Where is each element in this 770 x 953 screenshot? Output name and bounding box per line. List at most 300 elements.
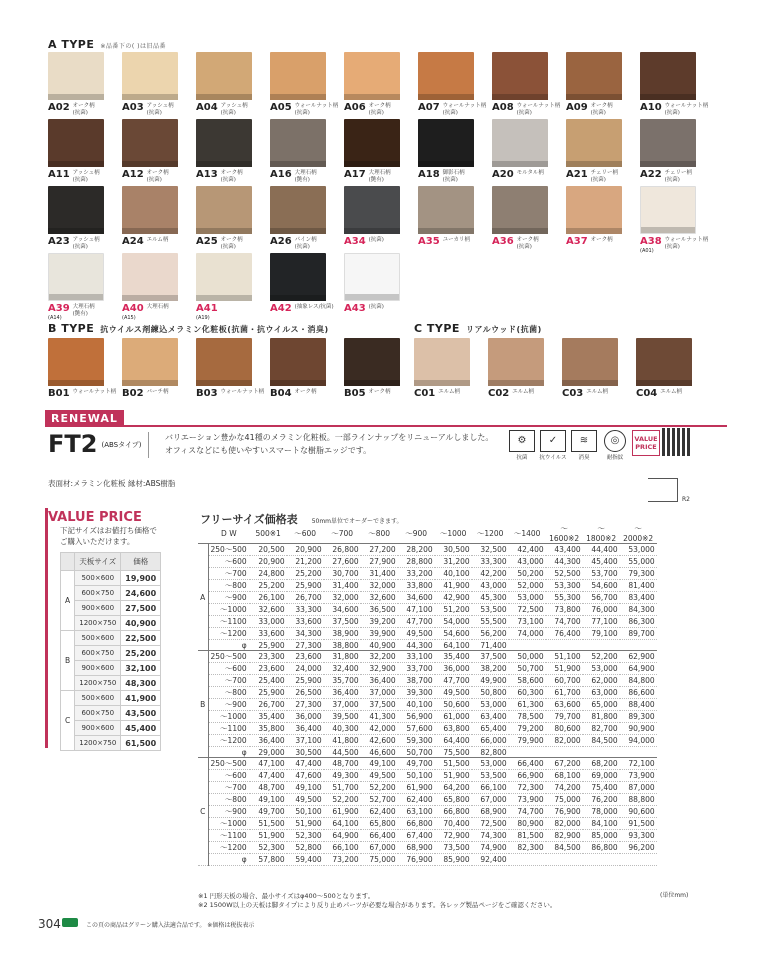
price-cell: 39,500 xyxy=(324,711,361,723)
price-cell: 72,500 xyxy=(472,818,509,830)
price-cell: 44,400 xyxy=(583,544,620,556)
price-cell: 79,300 xyxy=(620,568,657,580)
swatch-color-a12 xyxy=(122,119,178,167)
swatch-color-a17 xyxy=(344,119,400,167)
price-cell: 35,400 xyxy=(250,711,287,723)
swatch-color-a23 xyxy=(48,186,104,234)
price-cell: 86,800 xyxy=(583,842,620,854)
type-cell: A xyxy=(198,544,208,651)
swatch-a08[interactable] xyxy=(492,52,561,119)
price-cell: 81,500 xyxy=(509,830,546,842)
price-cell: 25,900 xyxy=(287,580,324,592)
price-cell xyxy=(509,640,546,651)
price-cell: 73,800 xyxy=(546,604,583,616)
edge-strip xyxy=(344,161,400,167)
header-width-col: ～1600※2 xyxy=(546,523,583,544)
swatch-code: A21 xyxy=(566,169,588,180)
swatch-caption xyxy=(562,389,618,399)
swatch-caption xyxy=(344,237,400,247)
price-cell: 26,700 xyxy=(287,592,324,604)
price-cell: 78,000 xyxy=(583,806,620,818)
edge-strip xyxy=(270,295,326,301)
price-cell: 24,000 xyxy=(287,663,324,675)
price-cell: 43,000 xyxy=(472,580,509,592)
swatch-a22[interactable] xyxy=(640,119,696,186)
swatch-caption xyxy=(270,303,334,314)
swatch-a26[interactable] xyxy=(270,186,326,253)
price-cell: 38,200 xyxy=(472,663,509,675)
price-cell: 49,500 xyxy=(287,794,324,806)
price-cell: 65,800 xyxy=(435,794,472,806)
edge-strip xyxy=(122,295,178,301)
price-cell: 49,500 xyxy=(435,687,472,699)
swatch-color-a10 xyxy=(640,52,696,100)
price-cell: 51,100 xyxy=(546,651,583,663)
swatch-color-a34 xyxy=(344,186,400,234)
swatch-code: A04 xyxy=(196,102,218,113)
swatch-a09[interactable] xyxy=(566,52,622,119)
swatch-a35[interactable] xyxy=(418,186,474,253)
edge-strip xyxy=(344,228,400,234)
free-size-note: 50mm単位でオーダーできます。 xyxy=(311,518,403,525)
price-cell: 68,100 xyxy=(546,770,583,782)
price-cell: 61,000 xyxy=(435,711,472,723)
swatch-color-a02 xyxy=(48,52,104,100)
price-cell: 49,500 xyxy=(398,628,435,640)
swatch-caption xyxy=(48,103,104,117)
swatch-caption xyxy=(48,237,104,251)
depth-cell: ～800 xyxy=(208,794,250,806)
price-cell: 50,200 xyxy=(509,568,546,580)
price-cell: 51,500 xyxy=(435,758,472,770)
swatch-description: オーク柄 (抗菌) xyxy=(146,170,169,183)
swatch-code: C04 xyxy=(636,388,658,399)
price-cell: 68,200 xyxy=(583,758,620,770)
footnote-2: ※2 1500W以上の天板は脚タイプにより反り止めパーツが必要な場合があります。各レッグ製品ページをご確認ください。 xyxy=(198,901,557,910)
price-cell: 91,500 xyxy=(620,818,657,830)
swatch-caption xyxy=(566,170,622,184)
swatch-a40[interactable] xyxy=(122,253,178,320)
price-cell: 52,300 xyxy=(287,830,324,842)
price-cell: 73,900 xyxy=(620,770,657,782)
price-cell: 80,600 xyxy=(546,723,583,735)
price-cell: 40,100 xyxy=(435,568,472,580)
swatch-description: ウォールナット柄 xyxy=(72,389,117,395)
swatch-a34[interactable] xyxy=(344,186,400,253)
depth-cell: ～1000 xyxy=(208,604,250,616)
fingerprint-badge xyxy=(601,430,629,461)
swatch-code: C01 xyxy=(414,388,436,399)
swatch-a02[interactable] xyxy=(48,52,104,119)
swatch-description: アッシュ柄 (抗菌) xyxy=(72,237,100,250)
price-cell: 49,100 xyxy=(287,782,324,794)
price-row xyxy=(198,592,657,604)
swatch-a06[interactable] xyxy=(344,52,400,119)
price-cell: 83,400 xyxy=(620,592,657,604)
swatch-a39[interactable] xyxy=(48,253,104,320)
price-cell: 53,000 xyxy=(620,544,657,556)
swatch-code: A22 xyxy=(640,169,662,180)
depth-cell: ～700 xyxy=(208,675,250,687)
swatch-code: A13 xyxy=(196,169,218,180)
price-cell: 45,300 xyxy=(472,592,509,604)
swatch-color-c02 xyxy=(488,338,544,386)
edge-strip xyxy=(640,94,696,100)
swatch-a21[interactable] xyxy=(566,119,622,186)
swatch-color-a18 xyxy=(418,119,474,167)
swatch-b04[interactable] xyxy=(270,338,326,405)
price-cell: 49,900 xyxy=(472,675,509,687)
badge-label: 抗菌 xyxy=(516,455,528,461)
swatch-code: A12 xyxy=(122,169,144,180)
price-cell: 47,400 xyxy=(287,758,324,770)
header-width-col: ～1000 xyxy=(435,523,472,544)
swatch-caption xyxy=(270,389,326,399)
swatch-color-a38 xyxy=(640,186,696,234)
swatch-description: 大理石柄 (艶有) xyxy=(294,170,317,183)
price-cell: 34,300 xyxy=(287,628,324,640)
price-row xyxy=(198,699,657,711)
price-cell xyxy=(546,854,583,865)
vp-size-cell: 600×750 xyxy=(75,646,121,661)
price-cell: 53,000 xyxy=(583,663,620,675)
swatch-code: A17 xyxy=(344,169,366,180)
price-cell: 60,300 xyxy=(509,687,546,699)
price-cell: 39,200 xyxy=(361,616,398,628)
header-width-col: ～600 xyxy=(287,523,324,544)
price-cell xyxy=(620,854,657,865)
swatch-color-a35 xyxy=(418,186,474,234)
footnotes xyxy=(198,892,556,910)
vp-size-cell: 500×600 xyxy=(75,631,121,646)
price-cell: 96,200 xyxy=(620,842,657,854)
swatch-a25[interactable] xyxy=(196,186,252,253)
swatch-a03[interactable] xyxy=(122,52,178,119)
vp-price-cell: 48,300 xyxy=(121,676,161,691)
antibacterial-icon: ⚙ xyxy=(509,430,535,452)
swatch-caption xyxy=(344,304,400,314)
price-cell: 81,800 xyxy=(583,711,620,723)
price-cell: 42,600 xyxy=(361,735,398,747)
price-cell xyxy=(509,854,546,865)
price-cell: 54,600 xyxy=(583,580,620,592)
swatch-a13[interactable] xyxy=(196,119,252,186)
swatch-a37[interactable] xyxy=(566,186,622,253)
depth-cell: ～900 xyxy=(208,699,250,711)
price-cell: 57,600 xyxy=(398,723,435,735)
price-row xyxy=(198,723,657,735)
price-cell: 26,800 xyxy=(324,544,361,556)
swatch-code: A23 xyxy=(48,236,70,247)
price-cell: 29,000 xyxy=(250,747,287,758)
c-type-heading xyxy=(414,322,542,335)
material-note: 表面材:メラミン化粧板 縁材:ABS樹脂 xyxy=(48,479,176,488)
price-cell: 52,200 xyxy=(583,651,620,663)
price-cell: 28,800 xyxy=(398,556,435,568)
swatch-a36[interactable] xyxy=(492,186,548,253)
price-row xyxy=(198,806,657,818)
antiviral-icon: ✓ xyxy=(540,430,566,452)
swatch-a20[interactable] xyxy=(492,119,548,186)
price-cell: 25,200 xyxy=(250,580,287,592)
swatch-a43[interactable] xyxy=(344,253,400,320)
header-width-col: ～800 xyxy=(361,523,398,544)
price-cell: 45,400 xyxy=(583,556,620,568)
vp-row xyxy=(61,661,161,676)
price-cell: 92,400 xyxy=(472,854,509,865)
value-price-title: VALUE PRICE xyxy=(48,510,142,525)
depth-cell: ～1200 xyxy=(208,628,250,640)
swatch-caption xyxy=(492,237,548,251)
swatch-a12[interactable] xyxy=(122,119,178,186)
swatch-c03[interactable] xyxy=(562,338,618,405)
price-cell: 51,900 xyxy=(546,663,583,675)
price-cell: 76,200 xyxy=(583,794,620,806)
price-cell: 61,900 xyxy=(398,782,435,794)
edge-strip xyxy=(414,380,470,386)
price-cell: 94,000 xyxy=(620,735,657,747)
price-cell: 82,700 xyxy=(583,723,620,735)
footnote-1: ※1 円形天板の場合、最小サイズはφ400～500となります。 xyxy=(198,892,375,900)
vp-size-cell: 900×600 xyxy=(75,661,121,676)
swatch-code: A02 xyxy=(48,102,70,113)
price-cell: 20,500 xyxy=(250,544,287,556)
price-cell: 74,700 xyxy=(509,806,546,818)
swatch-b05[interactable] xyxy=(344,338,400,405)
price-cell: 76,900 xyxy=(398,854,435,865)
edge-strip xyxy=(418,228,474,234)
price-cell: 42,000 xyxy=(361,723,398,735)
vp-row xyxy=(61,706,161,721)
price-cell: 41,800 xyxy=(324,735,361,747)
swatch-description: ユーカリ柄 xyxy=(442,237,471,243)
edge-strip xyxy=(488,380,544,386)
swatch-color-a09 xyxy=(566,52,622,100)
swatch-c02[interactable] xyxy=(488,338,544,405)
price-cell: 79,200 xyxy=(509,723,546,735)
vp-row xyxy=(61,676,161,691)
swatch-a07[interactable] xyxy=(418,52,487,119)
price-cell: 52,000 xyxy=(509,580,546,592)
price-cell: 39,900 xyxy=(361,628,398,640)
vp-header-type xyxy=(61,553,75,571)
depth-cell: ～1100 xyxy=(208,723,250,735)
price-cell xyxy=(620,640,657,651)
price-cell: 81,400 xyxy=(620,580,657,592)
price-cell: 64,100 xyxy=(435,640,472,651)
swatch-code: B01 xyxy=(48,388,70,399)
price-cell: 32,000 xyxy=(324,592,361,604)
price-cell xyxy=(509,747,546,758)
swatch-b01[interactable] xyxy=(48,338,117,405)
price-cell: 61,900 xyxy=(324,806,361,818)
depth-cell: ～900 xyxy=(208,806,250,818)
swatch-caption xyxy=(344,170,400,184)
price-cell: 36,500 xyxy=(361,604,398,616)
price-cell: 72,500 xyxy=(509,604,546,616)
price-cell: 26,700 xyxy=(250,699,287,711)
price-cell: 27,200 xyxy=(361,544,398,556)
swatch-color-a03 xyxy=(122,52,178,100)
price-cell: 51,900 xyxy=(287,818,324,830)
price-cell: 46,600 xyxy=(361,747,398,758)
price-cell: 89,700 xyxy=(620,628,657,640)
swatch-code: A25 xyxy=(196,236,218,247)
swatch-description: エルム柄 xyxy=(438,389,461,395)
swatch-a05[interactable] xyxy=(270,52,339,119)
price-cell xyxy=(546,640,583,651)
vp-price-cell: 19,900 xyxy=(121,571,161,586)
price-cell: 49,100 xyxy=(361,758,398,770)
swatch-description: アッシュ柄 (抗菌) xyxy=(220,103,248,116)
price-cell xyxy=(620,747,657,758)
swatch-a41[interactable] xyxy=(196,253,252,320)
swatch-description: オーク柄 (抗菌) xyxy=(220,237,243,250)
price-cell: 52,300 xyxy=(250,842,287,854)
price-cell: 67,000 xyxy=(361,842,398,854)
price-row xyxy=(198,854,657,865)
c-type-swatch-grid xyxy=(414,338,692,405)
green-purchase-note: この頁の商品はグリーン購入法適合品です。 ※価格は税抜表示 xyxy=(86,922,255,929)
vp-price-cell: 22,500 xyxy=(121,631,161,646)
swatch-c01[interactable] xyxy=(414,338,470,405)
swatch-color-a24 xyxy=(122,186,178,234)
value-price-note xyxy=(60,525,157,548)
type-cell: B xyxy=(198,651,208,758)
price-cell: 69,000 xyxy=(583,770,620,782)
vp-price-cell: 41,900 xyxy=(121,691,161,706)
edge-strip xyxy=(640,161,696,167)
price-cell: 66,800 xyxy=(435,806,472,818)
price-cell: 82,000 xyxy=(546,735,583,747)
edge-strip xyxy=(344,94,400,100)
swatch-b03[interactable] xyxy=(196,338,265,405)
price-cell: 76,000 xyxy=(583,604,620,616)
price-cell: 49,700 xyxy=(398,758,435,770)
swatch-a24[interactable] xyxy=(122,186,178,253)
edge-strip xyxy=(122,94,178,100)
swatch-a16[interactable] xyxy=(270,119,326,186)
b-type-heading xyxy=(48,322,329,335)
price-cell: 68,900 xyxy=(398,842,435,854)
price-cell: 54,000 xyxy=(435,616,472,628)
vp-row xyxy=(61,631,161,646)
swatch-code: A10 xyxy=(640,102,662,113)
swatch-a38[interactable] xyxy=(640,186,709,254)
swatch-caption xyxy=(344,103,400,117)
swatch-a23[interactable] xyxy=(48,186,104,253)
swatch-color-c03 xyxy=(562,338,618,386)
price-cell: 38,700 xyxy=(398,675,435,687)
swatch-code: A11 xyxy=(48,169,70,180)
swatch-code: A24 xyxy=(122,236,144,247)
price-cell: 67,400 xyxy=(398,830,435,842)
header-width-col: ～900 xyxy=(398,523,435,544)
price-row xyxy=(198,818,657,830)
swatch-b02[interactable] xyxy=(122,338,178,405)
title-divider xyxy=(148,432,149,458)
swatch-caption xyxy=(196,303,252,321)
price-cell: 32,500 xyxy=(472,544,509,556)
price-cell: 42,900 xyxy=(435,592,472,604)
swatch-caption xyxy=(122,389,178,399)
price-row xyxy=(198,640,657,651)
price-cell: 72,100 xyxy=(620,758,657,770)
vp-price-cell: 45,400 xyxy=(121,721,161,736)
edge-strip xyxy=(492,228,548,234)
depth-cell: ～1200 xyxy=(208,842,250,854)
vp-size-cell: 1200×750 xyxy=(75,616,121,631)
swatch-description: 御影石柄 (抗菌) xyxy=(442,170,465,183)
price-cell: 76,900 xyxy=(546,806,583,818)
price-cell: 73,100 xyxy=(509,616,546,628)
swatch-color-c01 xyxy=(414,338,470,386)
swatch-code: A20 xyxy=(492,169,514,180)
price-cell: 37,500 xyxy=(324,616,361,628)
price-cell: 90,900 xyxy=(620,723,657,735)
price-cell: 33,000 xyxy=(250,616,287,628)
swatch-code: C03 xyxy=(562,388,584,399)
swatch-a18[interactable] xyxy=(418,119,474,186)
price-cell: 24,800 xyxy=(250,568,287,580)
swatch-a10[interactable] xyxy=(640,52,709,119)
swatch-caption xyxy=(566,103,622,117)
price-cell: 84,300 xyxy=(620,604,657,616)
price-cell: 64,900 xyxy=(620,663,657,675)
price-cell: 31,400 xyxy=(361,568,398,580)
depth-cell: ～1000 xyxy=(208,711,250,723)
feature-badges xyxy=(508,430,660,461)
swatch-description: (抽象レス/抗菌) xyxy=(294,304,334,310)
price-cell: 78,500 xyxy=(509,711,546,723)
swatch-color-a21 xyxy=(566,119,622,167)
edge-strip xyxy=(48,161,104,167)
price-row xyxy=(198,616,657,628)
swatch-a42[interactable] xyxy=(270,253,334,320)
price-cell: 86,600 xyxy=(620,687,657,699)
antibacterial-badge xyxy=(508,430,536,461)
swatch-caption xyxy=(48,170,104,184)
swatch-a04[interactable] xyxy=(196,52,252,119)
swatch-a17[interactable] xyxy=(344,119,400,186)
swatch-a11[interactable] xyxy=(48,119,104,186)
price-cell: 41,300 xyxy=(361,711,398,723)
price-cell: 20,900 xyxy=(250,556,287,568)
vp-size-cell: 600×750 xyxy=(75,706,121,721)
price-cell: 55,300 xyxy=(546,592,583,604)
vp-header-price: 価格 xyxy=(121,553,161,571)
swatch-caption xyxy=(640,170,696,184)
b-type-title: B TYPE xyxy=(48,322,95,335)
price-cell: 21,200 xyxy=(287,556,324,568)
swatch-color-b04 xyxy=(270,338,326,386)
swatch-c04[interactable] xyxy=(636,338,692,405)
price-cell: 32,200 xyxy=(361,651,398,663)
swatch-caption xyxy=(122,303,178,321)
price-cell: 50,700 xyxy=(398,747,435,758)
depth-cell: φ xyxy=(208,640,250,651)
depth-cell: 250～500 xyxy=(208,651,250,663)
vp-price-cell: 25,200 xyxy=(121,646,161,661)
price-cell: 27,300 xyxy=(287,699,324,711)
price-cell: 33,300 xyxy=(472,556,509,568)
swatch-code: A36 xyxy=(492,236,514,247)
edge-strip xyxy=(196,295,252,301)
intro-line-2: オフィスなどにも使いやすいスマートな樹脂エッジです。 xyxy=(165,445,372,455)
depth-cell: ～700 xyxy=(208,782,250,794)
swatch-description: モルタル柄 xyxy=(516,170,544,176)
qr-code[interactable] xyxy=(662,428,690,456)
